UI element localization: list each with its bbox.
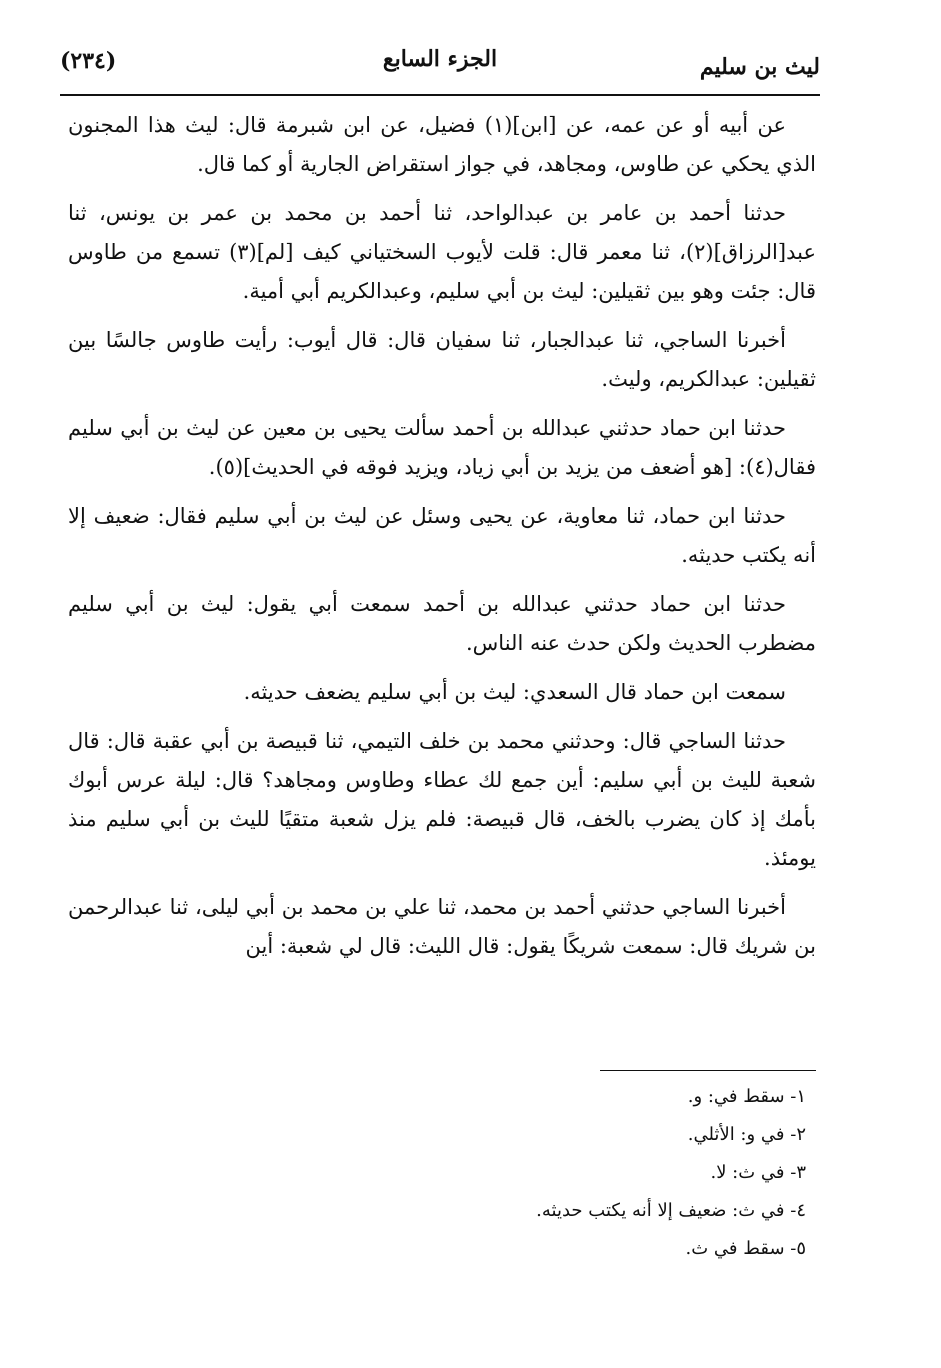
paragraph: سمعت ابن حماد قال السعدي: ليث بن أبي سليم يضعف حديثه. bbox=[243, 680, 786, 704]
paragraph: حدثنا أحمد بن عامر بن عبدالواحد، ثنا أحمد بن محمد بن عمر بن يونس، ثنا عبد[الرزاق](٢)، ثنا معمر قال: قلت لأيوب السختياني كيف [لم](٣) تسمع من طاوس قال: جئت وهو بين ثقيلين: ليث بن أبي سليم، وعبدالكريم أبي أمية. bbox=[68, 201, 816, 303]
paragraph: حدثنا ابن حماد، ثنا معاوية، عن يحيى وسئل عن ليث بن أبي سليم فقال: ضعيف إلا أنه يكتب حديثه. bbox=[68, 504, 816, 567]
page-number: (٢٣٤) bbox=[60, 48, 117, 74]
paragraph: حدثنا الساجي قال: وحدثني محمد بن خلف التيمي، ثنا قبيصة بن أبي عقبة قال: قال شعبة لليث بن أبي سليم: أين جمع لك عطاء وطاوس ومجاهد؟ قال: ليلة عرس أبوك بأمك إذ كان يضرب بالخف، قال قبيصة: فلم يزل شعبة متقيًا لليث بن أبي سليم منذ يومئذ. bbox=[68, 729, 816, 870]
footnote: ٢- في و: الأثلي. bbox=[687, 1124, 806, 1145]
main-text bbox=[68, 106, 816, 976]
paragraph: حدثنا ابن حماد حدثني عبدالله بن أحمد سمعت أبي يقول: ليث بن أبي سليم مضطرب الحديث ولكن حدث عنه الناس. bbox=[68, 592, 816, 655]
footnote: ٣- في ث: لا. bbox=[710, 1162, 806, 1183]
footnote-divider bbox=[600, 1070, 816, 1071]
paragraph: أخبرنا الساجي حدثني أحمد بن محمد، ثنا علي بن محمد بن أبي ليلى، ثنا عبدالرحمن بن شريك قال: سمعت شريكًا يقول: قال الليث: قال لي شعبة: أين bbox=[68, 895, 816, 958]
footnote: ١- سقط في: و. bbox=[687, 1086, 806, 1107]
footnote: ٥- سقط في ث. bbox=[685, 1238, 806, 1259]
footnotes bbox=[68, 1078, 816, 1268]
paragraph: عن أبيه أو عن عمه، عن [ابن](١) فضيل، عن ابن شبرمة قال: ليث هذا المجنون الذي يحكي عن طاوس، ومجاهد، في جواز استقراض الجارية أو كما قال. bbox=[68, 113, 816, 176]
volume-title: الجزء السابع bbox=[382, 46, 498, 72]
running-title: ليث بن سليم bbox=[699, 54, 820, 80]
header-divider bbox=[60, 94, 820, 96]
paragraph: أخبرنا الساجي، ثنا عبدالجبار، ثنا سفيان قال: قال أيوب: رأيت طاوس جالسًا بين ثقيلين: عبدالكريم، وليث. bbox=[68, 328, 816, 391]
paragraph: حدثنا ابن حماد حدثني عبدالله بن أحمد سألت يحيى بن معين عن ليث بن أبي سليم فقال(٤): [هو أضعف من يزيد بن أبي زياد، ويزيد فوقه في الحديث](٥). bbox=[68, 416, 816, 479]
footnote: ٤- في ث: ضعيف إلا أنه يكتب حديثه. bbox=[536, 1200, 806, 1221]
page-header bbox=[60, 40, 820, 94]
